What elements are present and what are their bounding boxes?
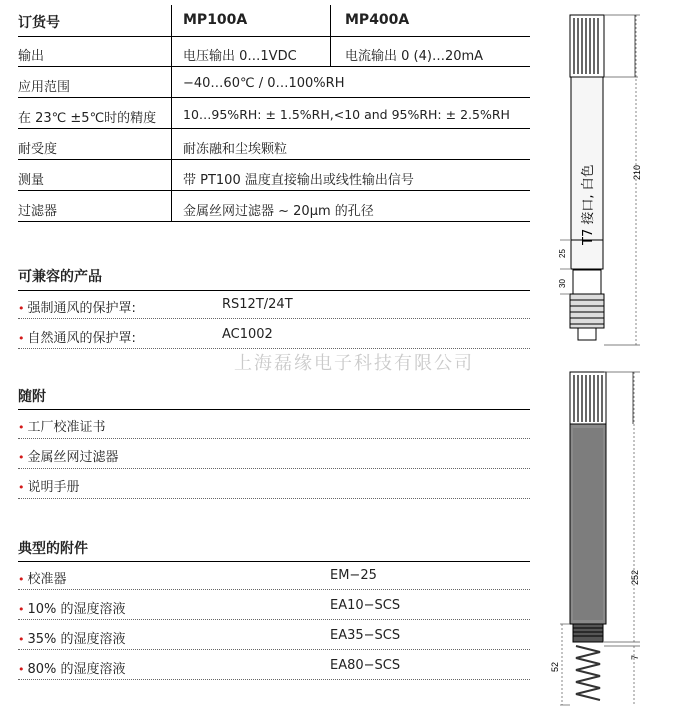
tolerance-value: 耐冻融和尘埃颗粒 <box>183 142 288 157</box>
typical-code: EA10−SCS <box>330 598 401 613</box>
order-number-header: 订货号 <box>18 15 60 31</box>
watermark-text: 上海磊缘电子科技有限公司 <box>234 353 474 374</box>
filter-cap <box>570 15 604 77</box>
accessories-title: 随附 <box>18 389 46 405</box>
row-label-accuracy: 在 23℃ ±5℃时的精度 <box>18 111 157 126</box>
typical-item: • 80% 的湿度溶液 <box>18 662 126 677</box>
accessory-item: • 说明手册 <box>18 480 80 495</box>
row-label-output: 输出 <box>18 49 45 64</box>
mp400a-output: 电流输出 0 (4)…20mA <box>345 49 484 64</box>
probe-drawing-bottom <box>540 360 680 722</box>
typical-title: 典型的附件 <box>18 541 88 557</box>
bullet-icon: • <box>18 481 25 494</box>
measurement-value: 带 PT100 温度直接输出或线性输出信号 <box>183 173 414 188</box>
bullet-icon: • <box>18 573 25 586</box>
probe-drawing-top <box>540 0 680 360</box>
accuracy-value: 10…95%RH: ± 1.5%RH,<10 and 95%RH: ± 2.5%RH <box>183 107 510 122</box>
dim-252: 252 <box>630 569 640 585</box>
mp100a-header: MP100A <box>183 12 248 28</box>
typical-item: • 10% 的湿度溶液 <box>18 602 126 617</box>
typical-code: EA35−SCS <box>330 628 401 643</box>
accessory-item: • 金属丝网过滤器 <box>18 450 119 465</box>
mp100a-output: 电压输出 0…1VDC <box>183 49 297 64</box>
accessory-item: • 工厂校准证书 <box>18 420 106 435</box>
bullet-icon: • <box>18 603 25 616</box>
compatible-item: • 自然通风的保护罩: <box>18 331 136 346</box>
row-label-measurement: 测量 <box>18 173 45 188</box>
connector <box>573 624 603 642</box>
typical-item: • 校准器 <box>18 572 67 587</box>
compatible-code: RS12T/24T <box>222 297 293 312</box>
dim-52: 52 <box>550 661 560 672</box>
bullet-icon: • <box>18 421 25 434</box>
dim-7: 7 <box>630 654 640 660</box>
typical-item: • 35% 的湿度溶液 <box>18 632 126 647</box>
filter-cap <box>570 372 606 424</box>
dim-30: 30 <box>558 279 567 288</box>
bullet-icon: • <box>18 332 25 345</box>
filter-value: 金属丝网过滤器 ~ 20μm 的孔径 <box>183 204 374 219</box>
bullet-icon: • <box>18 451 25 464</box>
body-label: T7 接口, 白色 <box>581 164 596 245</box>
row-label-filter: 过滤器 <box>18 204 58 219</box>
bullet-icon: • <box>18 663 25 676</box>
dim-25: 25 <box>558 249 567 258</box>
compatible-title: 可兼容的产品 <box>18 269 102 285</box>
compatible-code: AC1002 <box>222 327 273 342</box>
bullet-icon: • <box>18 633 25 646</box>
bullet-icon: • <box>18 302 25 315</box>
typical-code: EA80−SCS <box>330 658 401 673</box>
typical-code: EM−25 <box>330 568 377 583</box>
connector <box>570 294 604 328</box>
range-value: −40…60℃ / 0…100%RH <box>183 76 345 91</box>
row-label-tolerance: 耐受度 <box>18 142 58 157</box>
row-label-range: 应用范围 <box>18 80 71 95</box>
dim-210: 210 <box>632 164 642 180</box>
compatible-item: • 强制通风的保护罩: <box>18 301 136 316</box>
mp400a-header: MP400A <box>345 12 410 28</box>
